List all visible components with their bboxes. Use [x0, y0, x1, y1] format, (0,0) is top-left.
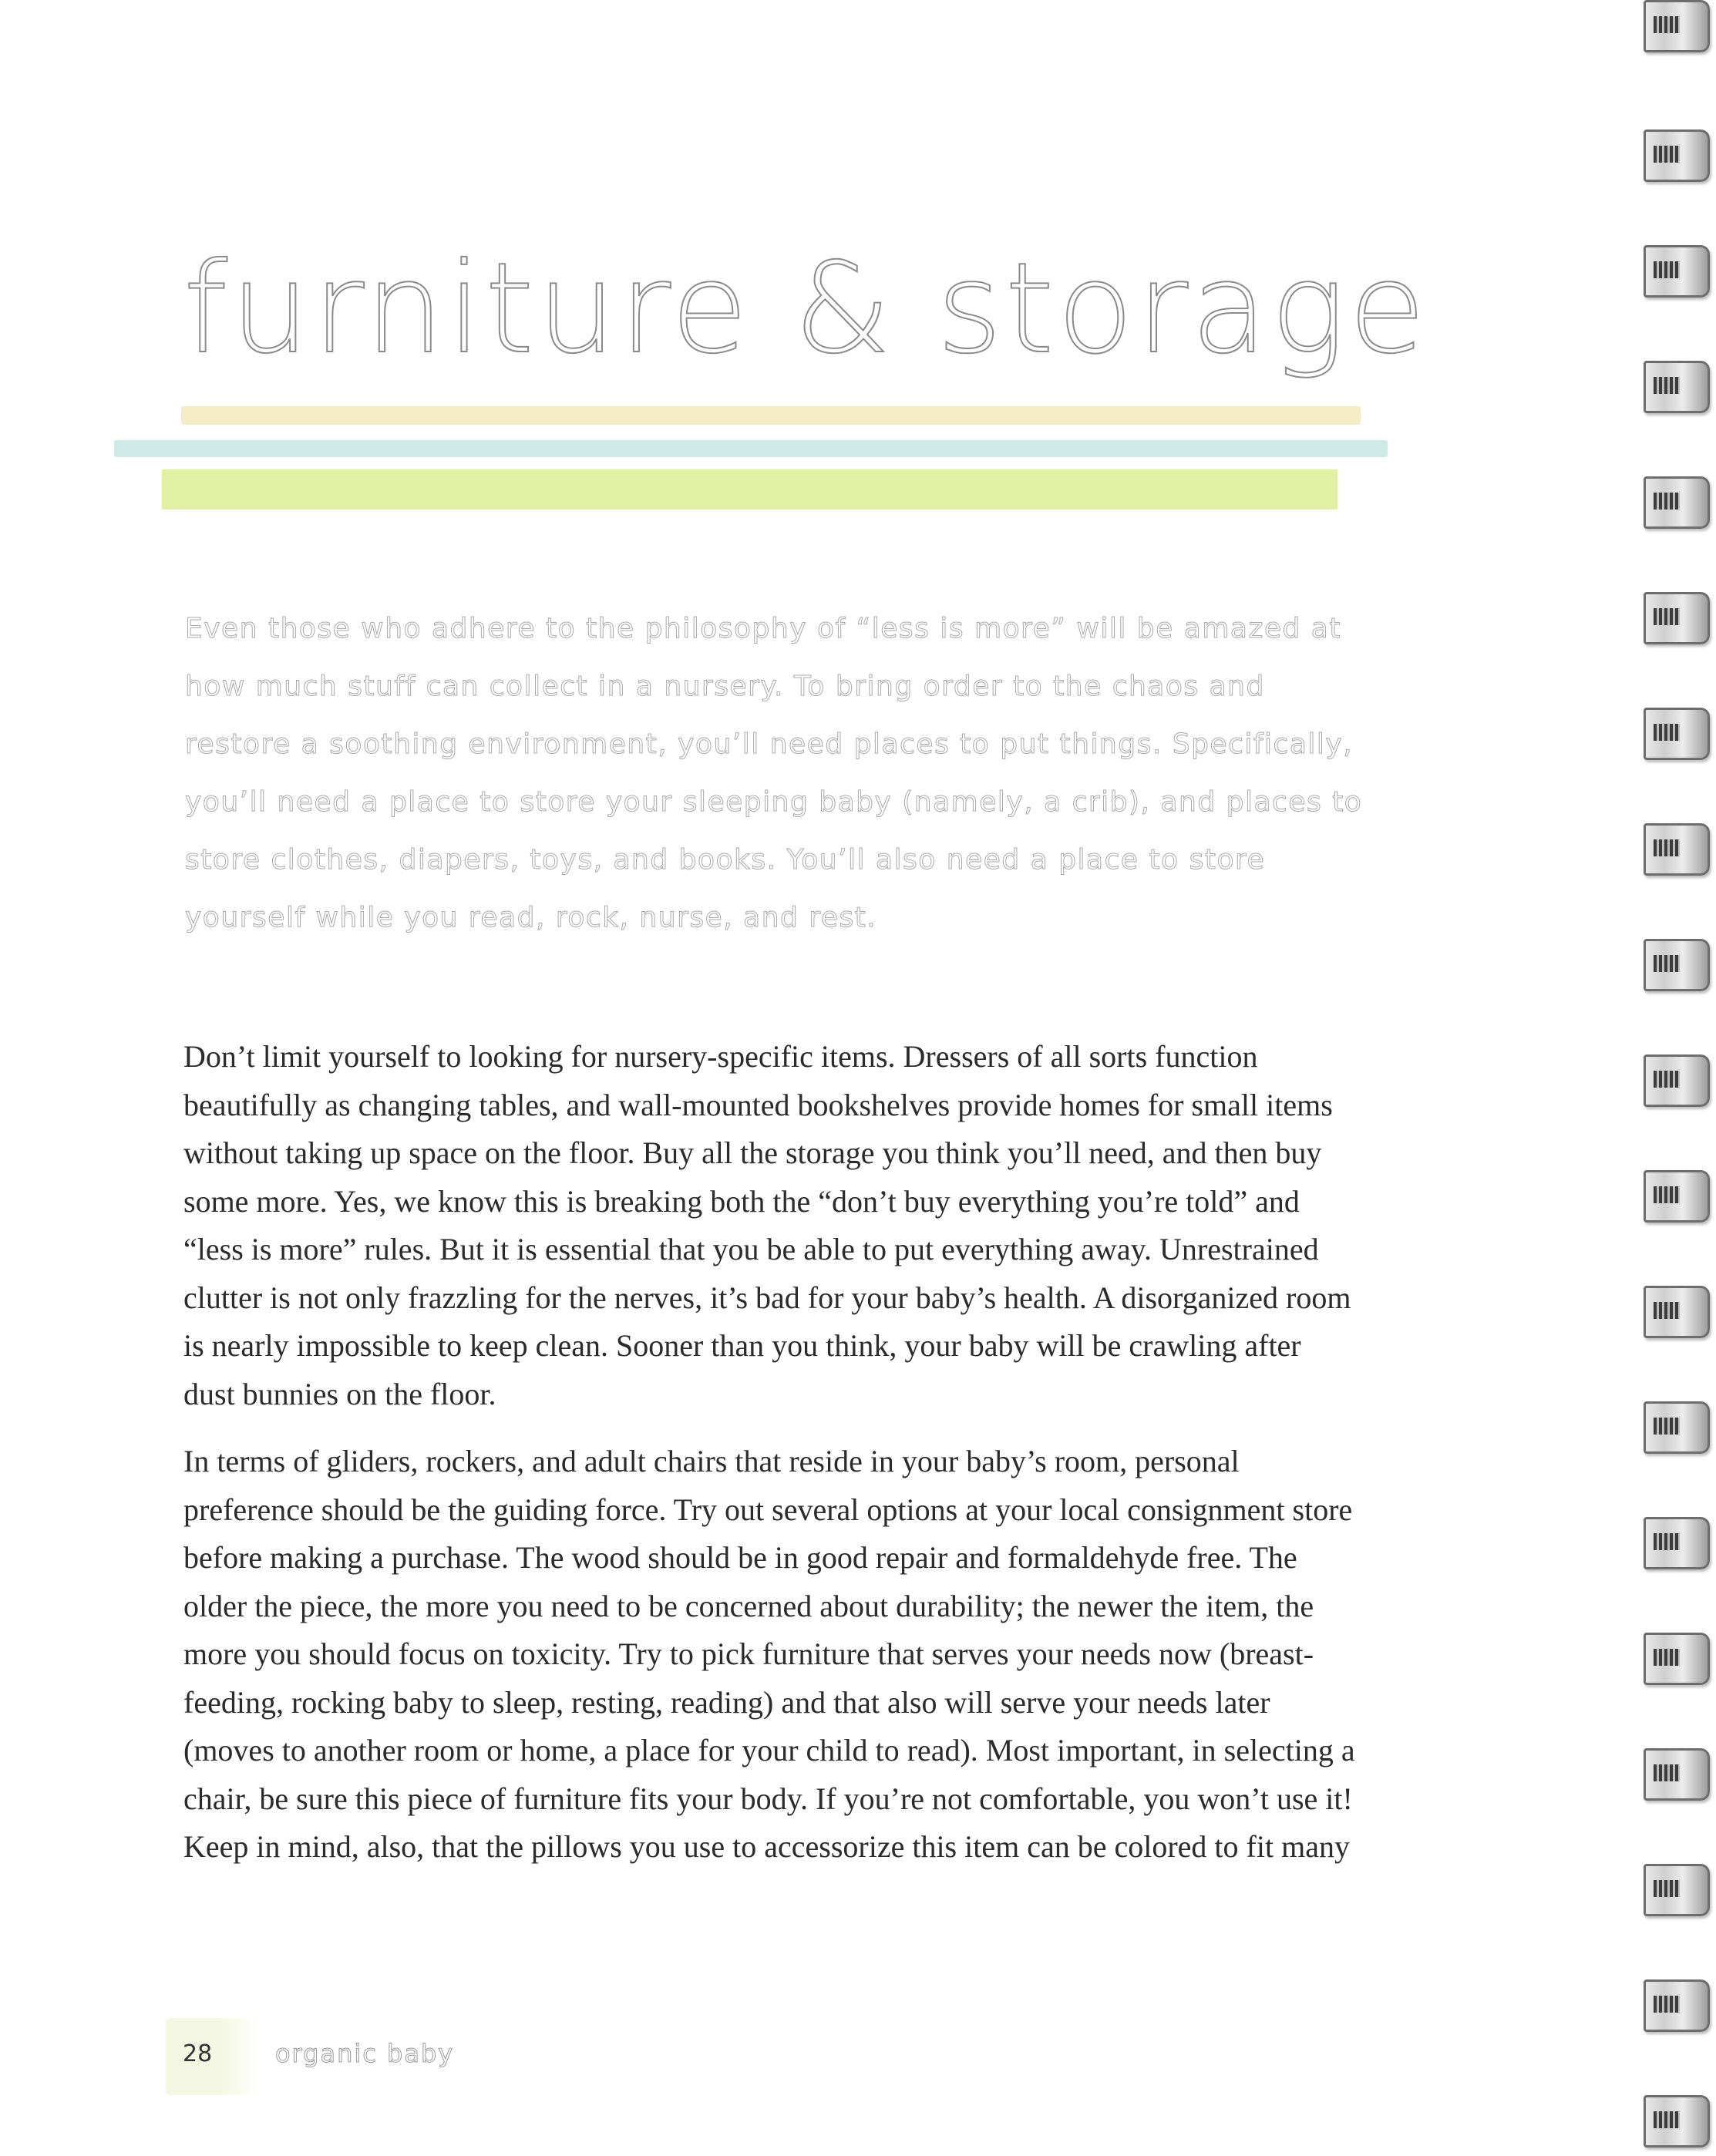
page-number: 28 — [183, 2040, 213, 2067]
spiral-ring — [1644, 0, 1710, 52]
intro-paragraph: Even those who adhere to the philosophy of “less is more” will be amazed at how much stuff can collect in a nursery. To bring order to the chaos and restore a soothing environment, you’ll need places to put things. Specifically, you’ll need a place to store your sleeping baby (namely, a crib), and places to store clothes, diapers, toys, and books. You’ll also need a place to store yourself while you read, rock, nurse, and rest. — [185, 613, 1363, 933]
spiral-ring — [1644, 823, 1710, 876]
spiral-ring — [1644, 939, 1710, 991]
spiral-ring — [1644, 476, 1710, 529]
spiral-ring — [1644, 1748, 1710, 1801]
body-paragraph-2: In terms of gliders, rockers, and adult chairs that reside in your baby’s room, personal preference should be the guiding force. Try out several options at your local consignment store before making a purchase. The wood should be in good repair and formaldehyde free. The older the piece, the more you need to be concerned about durability; the newer the item, the more you should focus on toxicity. Try to pick furniture that serves your needs now (breast-feeding, rocking baby to sleep, resting, reading) and that also will serve your needs later (moves to another room or home, a place for your child to read). Most important, in selecting a chair, be sure this piece of furniture fits your body. If you’re not comfortable, you won’t use it! Keep in mind, also, that the pillows you use to accessorize this item can be colored to fit many — [183, 1444, 1355, 1864]
spiral-ring — [1644, 245, 1710, 298]
decorative-stripe-lime — [162, 469, 1337, 510]
page-footer — [166, 2018, 628, 2095]
spiral-ring — [1644, 1401, 1710, 1454]
body-paragraph-1: Don’t limit yourself to looking for nursery-specific items. Dressers of all sorts function beautifully as changing tables, and wall-mounted bookshelves provide homes for small items without taking up space on the floor. Buy all the storage you think you’ll need, and then buy some more. Yes, we know this is breaking both the “don’t buy everything you’re told” and “less is more” rules. But it is essential that you be able to put everything away. Unrestrained clutter is not only frazzling for the nerves, it’s bad for your baby’s health. A disorganized room is nearly impossible to keep clean. Sooner than you think, your baby will be crawling after dust bunnies on the floor. — [183, 1039, 1351, 1411]
spiral-ring — [1644, 592, 1710, 644]
spiral-ring — [1644, 2095, 1710, 2148]
page-title: furniture & storage — [183, 237, 1429, 382]
spiral-ring — [1644, 1054, 1710, 1107]
spiral-ring — [1644, 1979, 1710, 2032]
spiral-ring — [1644, 1170, 1710, 1223]
spiral-ring — [1644, 1864, 1710, 1916]
spiral-ring — [1644, 129, 1710, 182]
running-footer-title: organic baby — [275, 2039, 455, 2068]
spiral-ring — [1644, 1517, 1710, 1569]
spiral-ring — [1644, 361, 1710, 413]
spiral-ring — [1644, 1286, 1710, 1338]
decorative-stripe-cream — [181, 406, 1361, 425]
decorative-stripe-aqua — [114, 440, 1388, 457]
spiral-ring — [1644, 1633, 1710, 1685]
spiral-ring — [1644, 708, 1710, 760]
spiral-binding — [1633, 0, 1716, 2156]
